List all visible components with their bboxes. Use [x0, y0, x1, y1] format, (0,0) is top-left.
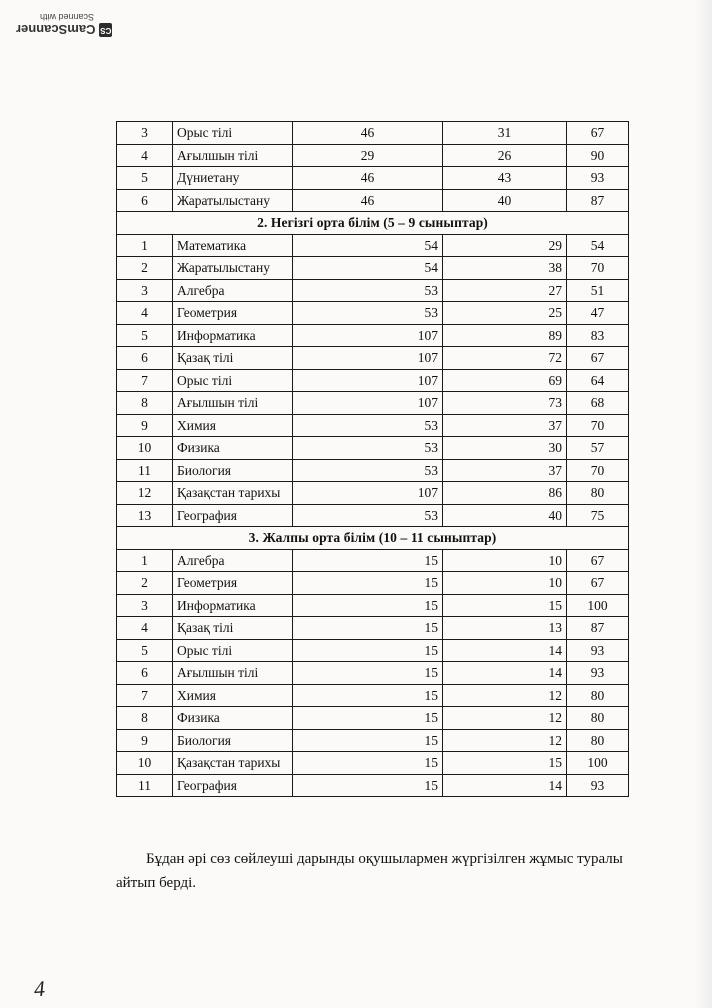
table-row [117, 504, 629, 527]
row-number: 6 [117, 347, 173, 370]
passed-count: 10 [443, 549, 567, 572]
row-number: 5 [117, 167, 173, 190]
subject-name: География [173, 774, 293, 797]
passed-count: 14 [443, 639, 567, 662]
quality-percent: 70 [567, 459, 629, 482]
passed-count: 12 [443, 707, 567, 730]
table-row [117, 234, 629, 257]
row-number: 2 [117, 257, 173, 280]
table-row [117, 774, 629, 797]
total-count: 29 [293, 144, 443, 167]
total-count: 54 [293, 257, 443, 280]
total-count: 107 [293, 324, 443, 347]
subject-name: Қазақ тілі [173, 617, 293, 640]
row-number: 9 [117, 729, 173, 752]
total-count: 53 [293, 504, 443, 527]
subject-name: Қазақстан тарихы [173, 482, 293, 505]
total-count: 46 [293, 122, 443, 145]
subject-name: Физика [173, 707, 293, 730]
watermark-app-name: CamScanner [16, 22, 96, 38]
passed-count: 14 [443, 774, 567, 797]
subject-name: Ағылшын тілі [173, 392, 293, 415]
page-number: 4 [33, 975, 46, 1002]
quality-percent: 75 [567, 504, 629, 527]
passed-count: 73 [443, 392, 567, 415]
row-number: 2 [117, 572, 173, 595]
table-row [117, 369, 629, 392]
total-count: 107 [293, 347, 443, 370]
total-count: 107 [293, 392, 443, 415]
quality-percent: 93 [567, 774, 629, 797]
passed-count: 86 [443, 482, 567, 505]
table-row [117, 482, 629, 505]
row-number: 3 [117, 594, 173, 617]
quality-percent: 70 [567, 257, 629, 280]
quality-percent: 80 [567, 729, 629, 752]
table-row [117, 639, 629, 662]
conclusion-paragraph: Бұдан әрі сөз сөйлеуші дарынды оқушылармен жүргізілген жұмыс туралы айтып берді. [116, 851, 623, 891]
row-number: 4 [117, 144, 173, 167]
subject-name: Қазақстан тарихы [173, 752, 293, 775]
passed-count: 15 [443, 594, 567, 617]
passed-count: 40 [443, 189, 567, 212]
passed-count: 14 [443, 662, 567, 685]
passed-count: 29 [443, 234, 567, 257]
row-number: 4 [117, 302, 173, 325]
quality-percent: 51 [567, 279, 629, 302]
total-count: 15 [293, 729, 443, 752]
table-row [117, 324, 629, 347]
total-count: 46 [293, 167, 443, 190]
table-row [117, 729, 629, 752]
quality-percent: 93 [567, 639, 629, 662]
table-row [117, 189, 629, 212]
table-row [117, 752, 629, 775]
table-row [117, 572, 629, 595]
total-count: 54 [293, 234, 443, 257]
passed-count: 89 [443, 324, 567, 347]
quality-percent: 67 [567, 549, 629, 572]
subject-name: Ағылшын тілі [173, 144, 293, 167]
table-row [117, 684, 629, 707]
quality-percent: 67 [567, 572, 629, 595]
total-count: 15 [293, 572, 443, 595]
row-number: 4 [117, 617, 173, 640]
total-count: 53 [293, 459, 443, 482]
table-row [117, 549, 629, 572]
quality-percent: 90 [567, 144, 629, 167]
quality-percent: 54 [567, 234, 629, 257]
quality-percent: 87 [567, 617, 629, 640]
total-count: 53 [293, 414, 443, 437]
camscanner-watermark [16, 8, 112, 42]
passed-count: 37 [443, 414, 567, 437]
total-count: 15 [293, 617, 443, 640]
table-row [117, 257, 629, 280]
row-number: 5 [117, 639, 173, 662]
quality-percent: 80 [567, 684, 629, 707]
row-number: 5 [117, 324, 173, 347]
total-count: 107 [293, 369, 443, 392]
subject-name: Геометрия [173, 302, 293, 325]
quality-percent: 47 [567, 302, 629, 325]
passed-count: 30 [443, 437, 567, 460]
passed-count: 27 [443, 279, 567, 302]
section-header-row [117, 527, 629, 550]
subject-name: Биология [173, 729, 293, 752]
total-count: 15 [293, 639, 443, 662]
total-count: 107 [293, 482, 443, 505]
passed-count: 26 [443, 144, 567, 167]
table-row [117, 437, 629, 460]
watermark-caption: Scanned with [39, 12, 94, 23]
quality-percent: 67 [567, 122, 629, 145]
total-count: 15 [293, 774, 443, 797]
row-number: 9 [117, 414, 173, 437]
passed-count: 15 [443, 752, 567, 775]
subject-name: Физика [173, 437, 293, 460]
total-count: 15 [293, 549, 443, 572]
passed-count: 12 [443, 684, 567, 707]
total-count: 53 [293, 279, 443, 302]
row-number: 10 [117, 752, 173, 775]
table-row [117, 167, 629, 190]
table-row [117, 662, 629, 685]
subject-name: Информатика [173, 594, 293, 617]
quality-percent: 100 [567, 752, 629, 775]
table-row [117, 279, 629, 302]
subject-name: Орыс тілі [173, 122, 293, 145]
table-row [117, 302, 629, 325]
total-count: 46 [293, 189, 443, 212]
subject-name: Ағылшын тілі [173, 662, 293, 685]
results-table [116, 121, 629, 797]
quality-percent: 93 [567, 662, 629, 685]
subject-name: Дүниетану [173, 167, 293, 190]
subject-name: Орыс тілі [173, 639, 293, 662]
subject-name: Жаратылыстану [173, 189, 293, 212]
subject-name: Алгебра [173, 279, 293, 302]
passed-count: 69 [443, 369, 567, 392]
passed-count: 72 [443, 347, 567, 370]
section-title: 2. Негізгі орта білім (5 – 9 сыныптар) [117, 212, 629, 235]
subject-name: Химия [173, 414, 293, 437]
table-row [117, 392, 629, 415]
passed-count: 12 [443, 729, 567, 752]
passed-count: 25 [443, 302, 567, 325]
subject-name: География [173, 504, 293, 527]
camscanner-logo-icon: CS [99, 23, 112, 37]
row-number: 1 [117, 549, 173, 572]
total-count: 15 [293, 684, 443, 707]
row-number: 11 [117, 459, 173, 482]
subject-name: Жаратылыстану [173, 257, 293, 280]
total-count: 15 [293, 662, 443, 685]
section-header-row [117, 212, 629, 235]
row-number: 10 [117, 437, 173, 460]
quality-percent: 64 [567, 369, 629, 392]
table-row [117, 617, 629, 640]
row-number: 3 [117, 279, 173, 302]
subject-name: Алгебра [173, 549, 293, 572]
row-number: 12 [117, 482, 173, 505]
subject-name: Қазақ тілі [173, 347, 293, 370]
passed-count: 38 [443, 257, 567, 280]
passed-count: 37 [443, 459, 567, 482]
row-number: 3 [117, 122, 173, 145]
quality-percent: 80 [567, 707, 629, 730]
row-number: 8 [117, 707, 173, 730]
total-count: 53 [293, 437, 443, 460]
quality-percent: 93 [567, 167, 629, 190]
subject-name: Информатика [173, 324, 293, 347]
subject-name: Биология [173, 459, 293, 482]
table-row [117, 459, 629, 482]
quality-percent: 67 [567, 347, 629, 370]
row-number: 7 [117, 684, 173, 707]
passed-count: 31 [443, 122, 567, 145]
row-number: 6 [117, 662, 173, 685]
table-row [117, 707, 629, 730]
section-title: 3. Жалпы орта білім (10 – 11 сыныптар) [117, 527, 629, 550]
row-number: 11 [117, 774, 173, 797]
subject-name: Геометрия [173, 572, 293, 595]
table-row [117, 144, 629, 167]
quality-percent: 68 [567, 392, 629, 415]
row-number: 1 [117, 234, 173, 257]
table-row [117, 122, 629, 145]
quality-percent: 70 [567, 414, 629, 437]
passed-count: 40 [443, 504, 567, 527]
table-row [117, 347, 629, 370]
quality-percent: 57 [567, 437, 629, 460]
subject-name: Химия [173, 684, 293, 707]
results-table-body [117, 122, 629, 797]
quality-percent: 80 [567, 482, 629, 505]
total-count: 15 [293, 752, 443, 775]
row-number: 8 [117, 392, 173, 415]
page-edge-shadow [694, 0, 712, 1008]
quality-percent: 100 [567, 594, 629, 617]
total-count: 15 [293, 707, 443, 730]
passed-count: 10 [443, 572, 567, 595]
row-number: 6 [117, 189, 173, 212]
passed-count: 13 [443, 617, 567, 640]
total-count: 53 [293, 302, 443, 325]
row-number: 13 [117, 504, 173, 527]
quality-percent: 87 [567, 189, 629, 212]
total-count: 15 [293, 594, 443, 617]
passed-count: 43 [443, 167, 567, 190]
table-row [117, 594, 629, 617]
subject-name: Математика [173, 234, 293, 257]
subject-name: Орыс тілі [173, 369, 293, 392]
table-row [117, 414, 629, 437]
quality-percent: 83 [567, 324, 629, 347]
row-number: 7 [117, 369, 173, 392]
